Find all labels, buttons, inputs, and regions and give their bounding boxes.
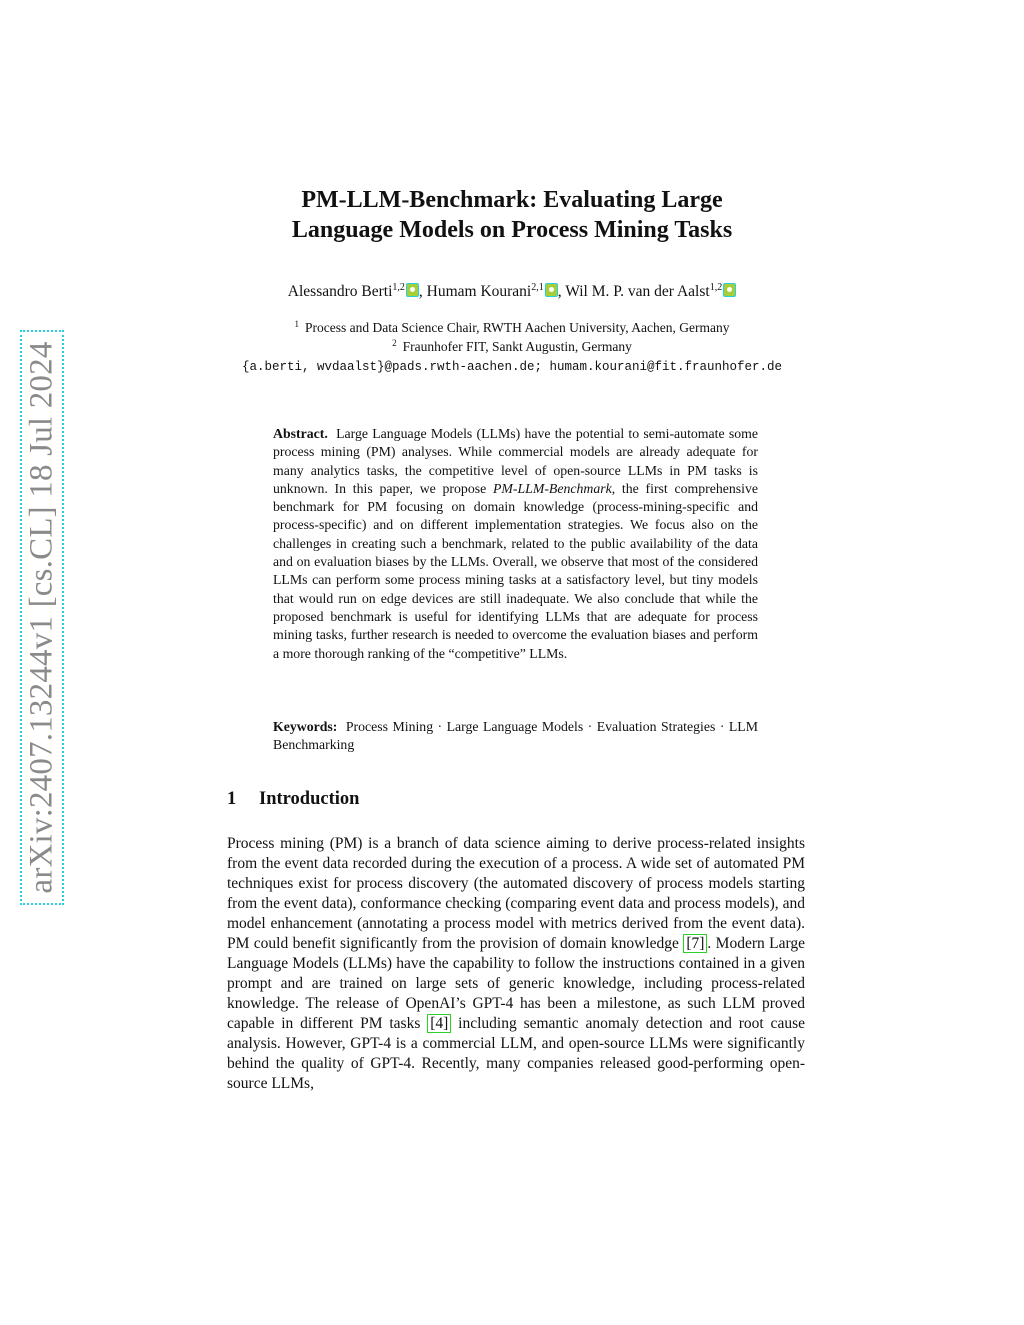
affiliation-text: Fraunhofer FIT, Sankt Augustin, Germany bbox=[402, 339, 632, 354]
author-emails bbox=[212, 358, 812, 374]
abstract-text-end: , the first comprehensive benchmark for PM focusing on domain knowledge (process-mining-specific and process-specific) and on different implementation strategies. We focus also on the challenges in creating such a benchmark, related to the public availability of the data and on evaluation biases by the LLMs. Overall, we observe that most of the considered LLMs can perform some process mining tasks at a satisfactory level, but tiny models that would run on edge devices are still inadequate. We also conclude that while the proposed benchmark is useful for identifying LLMs that are adequate for process mining tasks, further research is needed to overcome the evaluation biases and perform a more thorough ranking of the “competitive” LLMs. bbox=[273, 480, 759, 661]
intro-text-2: . Modern Large Language Models (LLMs) have the capability to follow the instructions contained in a given prompt and are trained on large sets of generic knowledge, including process-related knowledge. The release of OpenAI’s GPT-4 has been a milestone, as such LLM proved capable in different PM tasks bbox=[227, 935, 805, 1032]
title-line-2: Language Models on Process Mining Tasks bbox=[291, 217, 733, 243]
author-name: Wil M. P. van der Aalst bbox=[565, 283, 710, 300]
author-list bbox=[212, 282, 812, 301]
abstract bbox=[273, 425, 758, 663]
benchmark-name: PM-LLM-Benchmark bbox=[492, 480, 612, 496]
keywords-text: Process Mining · Large Language Models · Evaluation Strategies · LLM Benchmarking bbox=[273, 719, 759, 753]
abstract-text-start: Large Language Models (LLMs) have the potential to semi-automate some process mining (PM) analyses. While commercial models are already adequate for many analytics tasks, the competitive level of open-source LLMs in PM tasks is unknown. In this paper, we propose bbox=[273, 426, 758, 496]
orcid-icon[interactable] bbox=[545, 283, 558, 297]
intro-paragraph bbox=[227, 834, 805, 1094]
affiliation-number: 2 bbox=[392, 338, 397, 348]
title-line-1: PM-LLM-Benchmark: Evaluating Large bbox=[301, 187, 723, 213]
author-affiliation: 2,1 bbox=[531, 282, 544, 293]
orcid-icon[interactable] bbox=[723, 283, 736, 297]
arxiv-identifier: arXiv:2407.13244v1 [cs.CL] 18 Jul 2024 bbox=[23, 341, 60, 894]
author-affiliation: 1,2 bbox=[709, 282, 723, 293]
arxiv-stamp bbox=[20, 330, 64, 905]
author-separator: , bbox=[557, 283, 566, 300]
citation-link[interactable]: [4] bbox=[427, 1014, 451, 1033]
keywords bbox=[273, 718, 758, 755]
paper-title bbox=[212, 185, 812, 245]
affiliation-1 bbox=[212, 320, 812, 336]
orcid-icon[interactable] bbox=[406, 283, 419, 297]
citation-link[interactable]: [7] bbox=[683, 934, 707, 953]
affiliation-2 bbox=[212, 339, 812, 355]
intro-text-1: Process mining (PM) is a branch of data science aiming to derive process-related insights from the event data recorded during the execution of a process. A wide set of automated PM techniques exist for process discovery (the automated discovery of process models starting from the event data), conformance checking (comparing event data and process models), and model enhancement (annotating a process model with metrics derived from the event data). PM could benefit significantly from the provision of domain knowledge bbox=[227, 835, 805, 952]
author-name: Alessandro Berti bbox=[287, 283, 393, 300]
email-addresses: {a.berti, wvdaalst}@pads.rwth-aachen.de; humam.kourani@fit.fraunhofer.de bbox=[241, 360, 783, 374]
affiliation-number: 1 bbox=[294, 319, 300, 329]
keywords-label: Keywords: bbox=[273, 719, 338, 734]
abstract-label: Abstract. bbox=[273, 426, 328, 441]
intro-text-3: including semantic anomaly detection and root cause analysis. However, GPT-4 is a commercial LLM, and open-source LLMs were significantly behind the quality of GPT-4. Recently, many companies released good-performing open-source LLMs, bbox=[227, 1015, 805, 1092]
author-separator: , bbox=[418, 283, 427, 300]
section-number: 1 bbox=[227, 789, 237, 809]
author-affiliation: 1,2 bbox=[392, 282, 405, 293]
author-name: Humam Kourani bbox=[426, 283, 532, 300]
section-heading bbox=[227, 789, 359, 810]
affiliation-text: Process and Data Science Chair, RWTH Aachen University, Aachen, Germany bbox=[305, 320, 730, 335]
section-title: Introduction bbox=[259, 789, 360, 809]
